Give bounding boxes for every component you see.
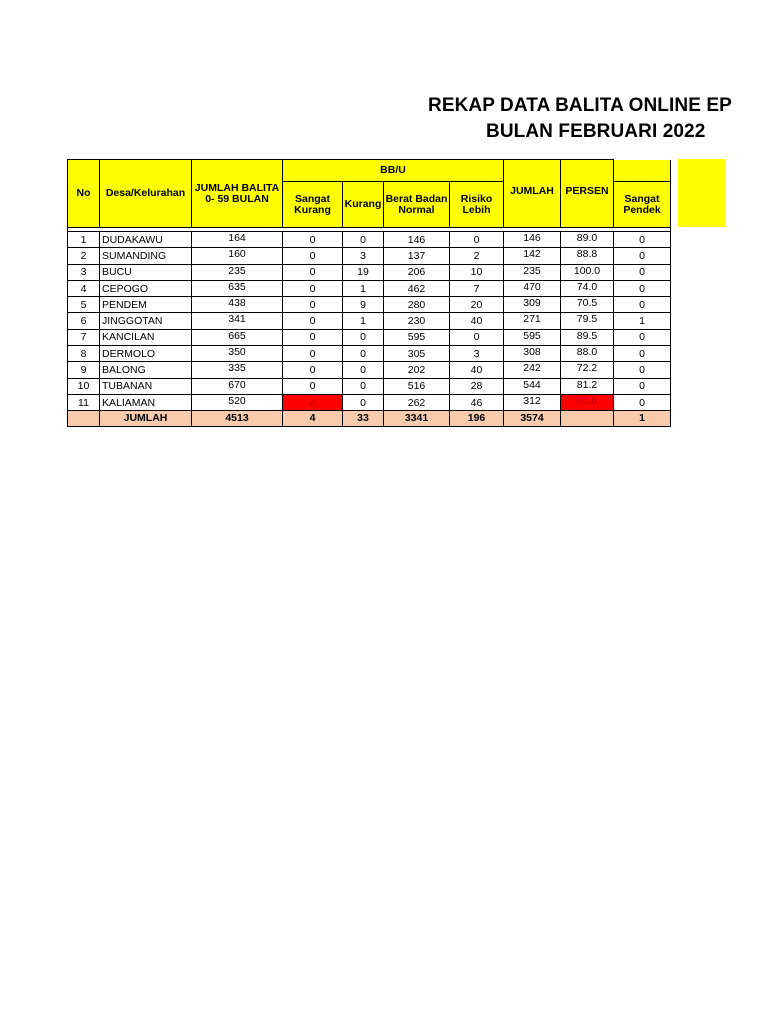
cell-sangat-pendek: 0 bbox=[614, 362, 671, 378]
total-jumlah: 3574 bbox=[504, 411, 561, 427]
cell-kurang: 0 bbox=[343, 394, 384, 410]
cell-kurang: 0 bbox=[343, 378, 384, 394]
cell-desa: DUDAKAWU bbox=[100, 232, 192, 248]
cell-sangat-kurang: 0 bbox=[283, 313, 343, 329]
cell-persen: 72.2 bbox=[561, 362, 614, 378]
header-risiko-lebih: Risiko Lebih bbox=[450, 182, 504, 228]
header-jumlah: JUMLAH bbox=[504, 160, 561, 228]
cell-sangat-kurang: 0 bbox=[283, 378, 343, 394]
cell-no: 10 bbox=[68, 378, 100, 394]
cell-sangat-pendek: 0 bbox=[614, 329, 671, 345]
table-row bbox=[68, 232, 671, 248]
cell-berat-badan-normal: 516 bbox=[384, 378, 450, 394]
cell-no: 8 bbox=[68, 346, 100, 362]
header-berat-badan-normal: Berat Badan Normal bbox=[384, 182, 450, 228]
cell-risiko-lebih: 7 bbox=[450, 280, 504, 296]
cell-sangat-pendek: 0 bbox=[614, 346, 671, 362]
rekap-table bbox=[67, 159, 671, 427]
cell-jumlah: 146 bbox=[504, 232, 561, 248]
cell-risiko-lebih: 20 bbox=[450, 297, 504, 313]
cell-kurang: 1 bbox=[343, 280, 384, 296]
cell-desa: KALIAMAN bbox=[100, 394, 192, 410]
cell-desa: KANCILAN bbox=[100, 329, 192, 345]
cell-jumlah: 309 bbox=[504, 297, 561, 313]
cell-sangat-kurang: 0 bbox=[283, 362, 343, 378]
cell-sangat-kurang: 0 bbox=[283, 232, 343, 248]
cell-kurang: 0 bbox=[343, 362, 384, 378]
cell-kurang: 0 bbox=[343, 346, 384, 362]
header-no: No bbox=[68, 160, 100, 228]
report-subtitle: BULAN FEBRUARI 2022 bbox=[486, 121, 706, 142]
table-row bbox=[68, 394, 671, 410]
cell-berat-badan-normal: 262 bbox=[384, 394, 450, 410]
header-group-bbu: BB/U bbox=[283, 160, 504, 182]
total-berat-badan-normal: 3341 bbox=[384, 411, 450, 427]
cell-no: 9 bbox=[68, 362, 100, 378]
cell-berat-badan-normal: 206 bbox=[384, 264, 450, 280]
cell-no: 5 bbox=[68, 297, 100, 313]
cell-kurang: 3 bbox=[343, 248, 384, 264]
cell-jumlah: 142 bbox=[504, 248, 561, 264]
cell-jumlah-balita: 341 bbox=[192, 313, 283, 329]
cell-jumlah: 242 bbox=[504, 362, 561, 378]
cell-desa: BALONG bbox=[100, 362, 192, 378]
cell-sangat-pendek: 0 bbox=[614, 297, 671, 313]
cell-jumlah-balita: 350 bbox=[192, 346, 283, 362]
cell-persen: 89.0 bbox=[561, 232, 614, 248]
cell-jumlah-balita: 520 bbox=[192, 394, 283, 410]
header-jumlah-balita: JUMLAH BALITA 0- 59 BULAN bbox=[192, 160, 283, 228]
cell-desa: JINGGOTAN bbox=[100, 313, 192, 329]
cell-risiko-lebih: 2 bbox=[450, 248, 504, 264]
cell-desa: TUBANAN bbox=[100, 378, 192, 394]
cell-kurang: 19 bbox=[343, 264, 384, 280]
cell-desa: BUCU bbox=[100, 264, 192, 280]
cell-berat-badan-normal: 280 bbox=[384, 297, 450, 313]
header-sangat-kurang: Sangat Kurang bbox=[283, 182, 343, 228]
cell-jumlah-balita: 438 bbox=[192, 297, 283, 313]
report-title: REKAP DATA BALITA ONLINE EP bbox=[428, 95, 732, 116]
table-row bbox=[68, 280, 671, 296]
cell-jumlah: 235 bbox=[504, 264, 561, 280]
cell-sangat-pendek: 0 bbox=[614, 264, 671, 280]
table-row bbox=[68, 297, 671, 313]
total-row bbox=[68, 411, 671, 427]
table-row bbox=[68, 264, 671, 280]
cell-kurang: 1 bbox=[343, 313, 384, 329]
table-row bbox=[68, 329, 671, 345]
cell-desa: PENDEM bbox=[100, 297, 192, 313]
table-row bbox=[68, 362, 671, 378]
total-kurang: 33 bbox=[343, 411, 384, 427]
cell-no: 3 bbox=[68, 264, 100, 280]
cell-desa: CEPOGO bbox=[100, 280, 192, 296]
cell-jumlah: 470 bbox=[504, 280, 561, 296]
cell-sangat-pendek: 1 bbox=[614, 313, 671, 329]
cell-risiko-lebih: 10 bbox=[450, 264, 504, 280]
cell-jumlah-balita: 235 bbox=[192, 264, 283, 280]
cell-no: 4 bbox=[68, 280, 100, 296]
cell-risiko-lebih: 0 bbox=[450, 232, 504, 248]
cell-sangat-pendek: 0 bbox=[614, 394, 671, 410]
cell-jumlah: 544 bbox=[504, 378, 561, 394]
cell-jumlah-balita: 335 bbox=[192, 362, 283, 378]
cell-sangat-kurang: 4 bbox=[283, 394, 343, 410]
cell-persen: 74.0 bbox=[561, 280, 614, 296]
cell-risiko-lebih: 3 bbox=[450, 346, 504, 362]
header-persen: PERSEN bbox=[561, 160, 614, 228]
total-sangat-pendek: 1 bbox=[614, 411, 671, 427]
total-balita: 4513 bbox=[192, 411, 283, 427]
table-row bbox=[68, 378, 671, 394]
cell-berat-badan-normal: 137 bbox=[384, 248, 450, 264]
header-sangat-pendek: Sangat Pendek bbox=[614, 182, 671, 228]
cell-sangat-kurang: 0 bbox=[283, 297, 343, 313]
cell-no: 6 bbox=[68, 313, 100, 329]
cell-jumlah: 271 bbox=[504, 313, 561, 329]
cell-risiko-lebih: 40 bbox=[450, 313, 504, 329]
header-blank-top bbox=[614, 160, 671, 182]
cell-berat-badan-normal: 230 bbox=[384, 313, 450, 329]
cell-sangat-pendek: 0 bbox=[614, 248, 671, 264]
cell-persen: 81.2 bbox=[561, 378, 614, 394]
cell-persen: 79.5 bbox=[561, 313, 614, 329]
header-desa: Desa/Kelurahan bbox=[100, 160, 192, 228]
cell-sangat-kurang: 0 bbox=[283, 329, 343, 345]
cell-sangat-kurang: 0 bbox=[283, 280, 343, 296]
cell-desa: DERMOLO bbox=[100, 346, 192, 362]
cell-berat-badan-normal: 146 bbox=[384, 232, 450, 248]
cell-desa: SUMANDING bbox=[100, 248, 192, 264]
cell-jumlah: 312 bbox=[504, 394, 561, 410]
cell-berat-badan-normal: 305 bbox=[384, 346, 450, 362]
cell-sangat-kurang: 0 bbox=[283, 264, 343, 280]
cell-kurang: 9 bbox=[343, 297, 384, 313]
cell-jumlah: 308 bbox=[504, 346, 561, 362]
cell-persen: 88.0 bbox=[561, 346, 614, 362]
cell-jumlah-balita: 670 bbox=[192, 378, 283, 394]
cell-persen: 100.0 bbox=[561, 264, 614, 280]
cell-persen: 60.0 bbox=[561, 394, 614, 410]
cell-berat-badan-normal: 595 bbox=[384, 329, 450, 345]
cell-risiko-lebih: 46 bbox=[450, 394, 504, 410]
table-row bbox=[68, 248, 671, 264]
header-kurang: Kurang bbox=[343, 182, 384, 228]
table-row bbox=[68, 313, 671, 329]
cell-jumlah-balita: 160 bbox=[192, 248, 283, 264]
cell-sangat-pendek: 0 bbox=[614, 232, 671, 248]
cell-jumlah-balita: 164 bbox=[192, 232, 283, 248]
cell-no: 11 bbox=[68, 394, 100, 410]
cell-no: 2 bbox=[68, 248, 100, 264]
total-persen bbox=[561, 411, 614, 427]
total-sangat-kurang: 4 bbox=[283, 411, 343, 427]
total-risiko-lebih: 196 bbox=[450, 411, 504, 427]
cell-sangat-pendek: 0 bbox=[614, 378, 671, 394]
cell-sangat-pendek: 0 bbox=[614, 280, 671, 296]
cell-persen: 88.8 bbox=[561, 248, 614, 264]
cell-berat-badan-normal: 462 bbox=[384, 280, 450, 296]
header-fill-extension bbox=[678, 159, 725, 227]
table-row bbox=[68, 346, 671, 362]
cell-risiko-lebih: 40 bbox=[450, 362, 504, 378]
cell-jumlah-balita: 635 bbox=[192, 280, 283, 296]
cell-sangat-kurang: 0 bbox=[283, 248, 343, 264]
cell-sangat-kurang: 0 bbox=[283, 346, 343, 362]
cell-kurang: 0 bbox=[343, 232, 384, 248]
cell-no: 7 bbox=[68, 329, 100, 345]
cell-persen: 89.5 bbox=[561, 329, 614, 345]
cell-risiko-lebih: 28 bbox=[450, 378, 504, 394]
total-label: JUMLAH bbox=[100, 411, 192, 427]
cell-no: 1 bbox=[68, 232, 100, 248]
cell-jumlah-balita: 665 bbox=[192, 329, 283, 345]
cell-persen: 70.5 bbox=[561, 297, 614, 313]
cell-jumlah: 595 bbox=[504, 329, 561, 345]
cell-berat-badan-normal: 202 bbox=[384, 362, 450, 378]
total-no-cell bbox=[68, 411, 100, 427]
cell-risiko-lebih: 0 bbox=[450, 329, 504, 345]
cell-kurang: 0 bbox=[343, 329, 384, 345]
